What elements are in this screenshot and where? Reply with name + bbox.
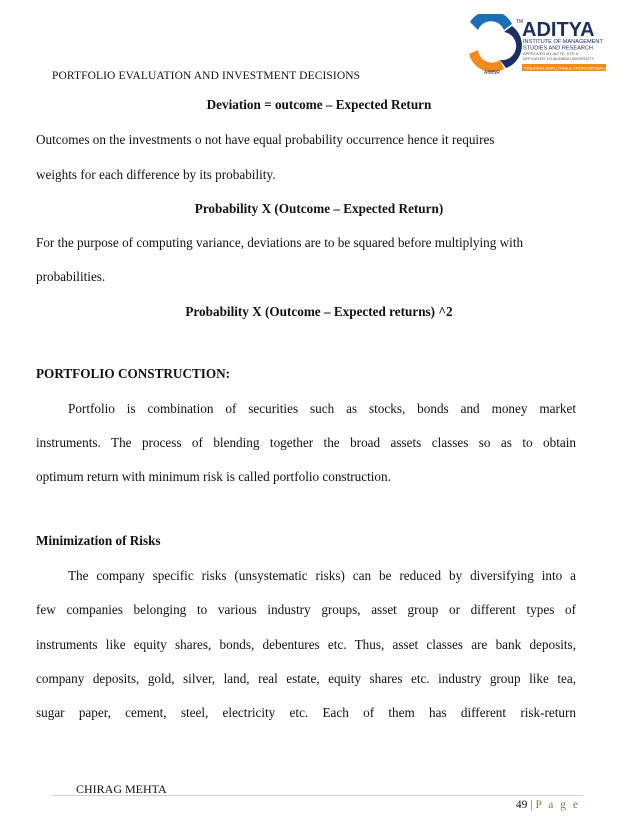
paragraph-line: Portfolio is combination of securities such as stocks, bonds and money market <box>68 401 576 416</box>
svg-text:APPROVED BY AICTE, DTE &: APPROVED BY AICTE, DTE & <box>523 51 579 56</box>
formula-probability: Probability X (Outcome – Expected Return) <box>194 201 444 216</box>
paragraph-line: instruments like equity shares, bonds, debentures etc. Thus, asset classes are bank deposits, <box>36 637 576 652</box>
paragraph-line: probabilities. <box>36 269 106 284</box>
running-header: PORTFOLIO EVALUATION AND INVESTMENT DECISIONS <box>52 70 361 82</box>
svg-text:STUDIES AND RESEARCH: STUDIES AND RESEARCH <box>523 45 593 52</box>
paragraph-line: weights for each difference by its probability. <box>36 167 276 182</box>
paragraph-line: Outcomes on the investments o not have equal probability occurrence hence it requires <box>36 132 495 147</box>
section-heading-minimization-of-risks: Minimization of Risks <box>36 533 161 548</box>
page-label: P a g e <box>535 799 580 811</box>
svg-text:AIMSR: AIMSR <box>484 70 500 76</box>
institute-logo <box>466 14 626 76</box>
svg-text:TM: TM <box>516 19 524 25</box>
paragraph-line: The company specific risks (unsystematic risks) can be reduced by diversifying into a <box>68 568 576 583</box>
footer-author: CHIRAG MEHTA <box>76 782 167 796</box>
paragraph-line: sugar paper, cement, steel, electricity etc. Each of them has different risk-return <box>36 705 576 720</box>
formula-deviation: Deviation = outcome – Expected Return <box>206 97 432 112</box>
svg-text:CREATING EMPLOYABLE PROFESSION: CREATING EMPLOYABLE PROFESSIONALS <box>524 65 607 71</box>
aditya-logo-icon <box>466 14 626 76</box>
svg-text:AFFILIATED TO MUMBAI UNIVERSIT: AFFILIATED TO MUMBAI UNIVERSITY <box>523 56 595 61</box>
paragraph-line: company deposits, gold, silver, land, real estate, equity shares etc. industry group like tea, <box>36 671 576 686</box>
footer-divider <box>52 795 583 796</box>
paragraph-line: instruments. The process of blending together the broad assets classes so as to obtain <box>36 435 576 450</box>
section-heading-portfolio-construction: PORTFOLIO CONSTRUCTION: <box>36 366 231 381</box>
paragraph-line: For the purpose of computing variance, deviations are to be squared before multiplying with <box>36 235 524 250</box>
svg-text:ADITYA: ADITYA <box>522 19 595 41</box>
page-number: 49 <box>515 799 528 811</box>
formula-variance: Probability X (Outcome – Expected returns) ^2 <box>185 304 453 319</box>
paragraph-line: few companies belonging to various industry groups, asset group or different types of <box>36 602 576 617</box>
page-indicator <box>380 799 580 811</box>
svg-text:INSTITUTE OF MANAGEMENT: INSTITUTE OF MANAGEMENT <box>523 39 603 45</box>
paragraph-line: optimum return with minimum risk is called portfolio construction. <box>36 469 391 484</box>
page-separator: | <box>527 799 536 811</box>
